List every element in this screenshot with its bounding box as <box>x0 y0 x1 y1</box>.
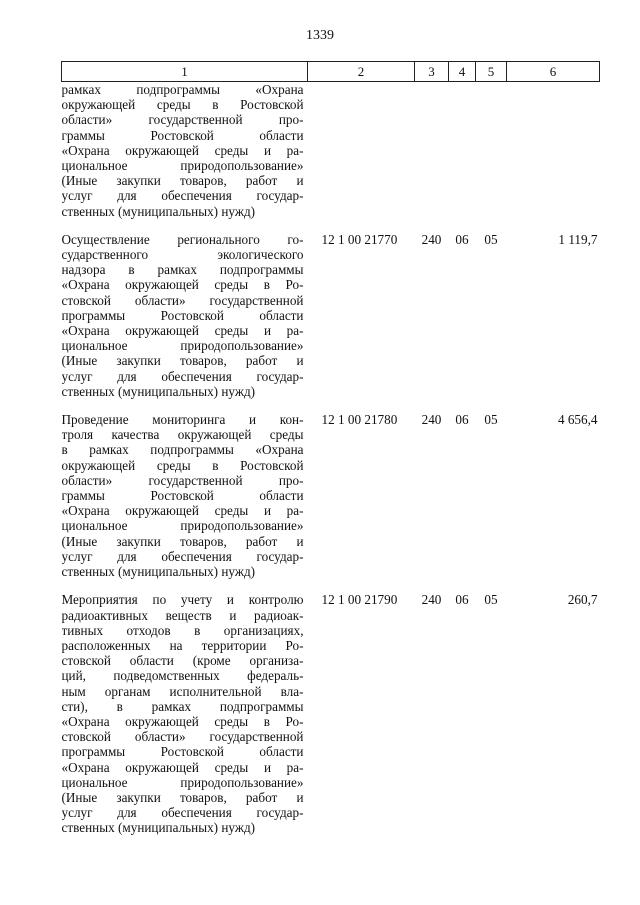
description-line: троля качества окружающей среды <box>61 427 304 443</box>
amount-value <box>507 82 600 219</box>
description-line: (Иные закупки товаров, работ и <box>61 789 304 805</box>
amount-value: 1 119,7 <box>558 231 598 247</box>
description-line: Мероприятия по учету и контролю <box>61 592 304 608</box>
section-code: 06 <box>455 231 469 247</box>
description-line: тивных отходов в организациях, <box>61 622 304 638</box>
description-line: ственных (муниципальных) нужд) <box>61 564 256 580</box>
description-line: расположенных на территории Ро- <box>61 637 304 653</box>
description-line: услуг для обеспечения государ- <box>61 548 304 564</box>
expense-type-code: 240 <box>421 231 442 247</box>
subsection-code <box>476 82 507 219</box>
description-line: программы Ростовской области <box>61 307 304 323</box>
description-line: рамках подпрограммы «Охрана <box>61 82 304 97</box>
column-header-1: 1 <box>62 62 308 82</box>
description-line: окружающей среды в Ростовской <box>61 97 304 113</box>
expense-type-code: 240 <box>421 412 442 428</box>
budget-table <box>61 61 600 836</box>
description-line: (Иные закупки товаров, работ и <box>61 173 304 189</box>
row-description <box>62 219 308 399</box>
description-line: «Охрана окружающей среды и ра- <box>61 142 304 158</box>
description-line: Осуществление регионального го- <box>61 231 304 247</box>
description-line: окружающей среды в Ростовской <box>61 457 304 473</box>
section-code: 06 <box>455 412 469 428</box>
table-row <box>62 579 600 835</box>
description-line: стовской области (кроме организа- <box>61 653 304 669</box>
description-line: сти), в рамках подпрограммы <box>61 698 304 714</box>
expense-type-code <box>415 82 449 219</box>
description-line: (Иные закупки товаров, работ и <box>61 533 304 549</box>
column-header-4: 4 <box>449 62 476 82</box>
column-header-6: 6 <box>507 62 600 82</box>
row-description <box>62 579 308 835</box>
budget-table-container <box>61 61 599 836</box>
description-line: циональное природопользование» <box>61 158 304 174</box>
description-line: ным органам исполнительной вла- <box>61 683 304 699</box>
description-line: ственных (муниципальных) нужд) <box>61 820 256 836</box>
description-line: граммы Ростовской области <box>61 488 304 504</box>
description-line: надзора в рамках подпрограммы <box>61 262 304 278</box>
description-line: услуг для обеспечения государ- <box>61 188 304 204</box>
subsection-code: 05 <box>484 231 498 247</box>
table-row <box>62 399 600 579</box>
description-line: «Охрана окружающей среды и ра- <box>61 503 304 519</box>
description-line: услуг для обеспечения государ- <box>61 368 304 384</box>
table-row <box>62 82 600 219</box>
description-line: Проведение мониторинга и кон- <box>61 412 304 428</box>
description-line: ственных (муниципальных) нужд) <box>61 203 256 219</box>
description-line: ций, подведомственных федераль- <box>61 668 304 684</box>
target-article-code: 12 1 00 21790 <box>321 592 398 608</box>
description-line: области» государственной про- <box>61 112 304 128</box>
column-header-2: 2 <box>308 62 415 82</box>
description-line: радиоактивных веществ и радиоак- <box>61 607 304 623</box>
description-line: циональное природопользование» <box>61 518 304 534</box>
description-line: стовской области» государственной <box>61 292 304 308</box>
target-article-code: 12 1 00 21780 <box>321 412 398 428</box>
description-line: «Охрана окружающей среды и ра- <box>61 323 304 339</box>
description-line: услуг для обеспечения государ- <box>61 805 304 821</box>
table-row <box>62 219 600 399</box>
description-line: ственных (муниципальных) нужд) <box>61 383 256 399</box>
column-header-3: 3 <box>415 62 449 82</box>
row-description <box>62 82 308 219</box>
section-code: 06 <box>455 592 469 608</box>
description-line: области» государственной про- <box>61 472 304 488</box>
description-line: циональное природопользование» <box>61 338 304 354</box>
description-line: (Иные закупки товаров, работ и <box>61 353 304 369</box>
description-line: программы Ростовской области <box>61 744 304 760</box>
description-line: «Охрана окружающей среды в Ро- <box>61 713 304 729</box>
description-line: сударственного экологического <box>61 247 304 263</box>
description-line: граммы Ростовской области <box>61 127 304 143</box>
row-description <box>62 399 308 579</box>
subsection-code: 05 <box>484 412 498 428</box>
expense-type-code: 240 <box>421 592 442 608</box>
description-line: в рамках подпрограммы «Охрана <box>61 442 304 458</box>
description-line: циональное природопользование» <box>61 774 304 790</box>
page-number: 1339 <box>306 28 334 43</box>
amount-value: 4 656,4 <box>557 412 598 428</box>
column-header-5: 5 <box>476 62 507 82</box>
amount-value: 260,7 <box>567 592 598 608</box>
target-article-code <box>308 82 415 219</box>
description-line: «Охрана окружающей среды и ра- <box>61 759 304 775</box>
subsection-code: 05 <box>484 592 498 608</box>
description-line: «Охрана окружающей среды в Ро- <box>61 277 304 293</box>
description-line: стовской области» государственной <box>61 729 304 745</box>
section-code <box>449 82 476 219</box>
column-number-row <box>62 62 600 82</box>
target-article-code: 12 1 00 21770 <box>321 231 398 247</box>
